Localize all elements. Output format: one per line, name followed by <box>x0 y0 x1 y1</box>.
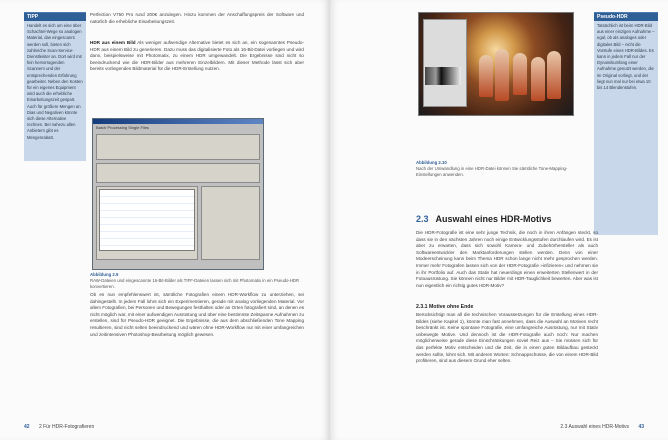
caption-label: Abbildung 2.10 <box>416 160 447 165</box>
histogram-panel <box>423 19 467 107</box>
section-number: 2.3 <box>416 214 429 224</box>
body-text: Die HDR-Fotografie ist eine sehr junge Technik, die noch in ihren Anfängen steckt, so dass sie in den nächsten Jahren noch einige Entwicklungsstufen durchlaufen wird. Es ist aber zu erwarten, dass sich sowohl Kamera- und Zubehörhersteller als auch Softwareentwickler den Marktanforderungen stellen werden. Denn von einer Modeerscheinung kann beim Thema HDR schon lange nicht mehr gesprochen werden. Immer mehr Fotografen lassen sich von der HDR-Fotografie »infizieren« und nehmen sie in ihr Portfolio auf. Auch das Stativ hat neuerdings einen erweiterten Stellenwert in der Fotoausrüstung. Sie können nicht nur Bilder mit HDR-Tauglichkeit bewerten. Aber was ist nun eigentlich ein richtig gutes HDR-Motiv? <box>416 230 598 288</box>
dialog-title: Batch Processing Single Files <box>96 125 149 130</box>
inline-heading: HDR aus einem Bild <box>90 40 136 45</box>
screenshot-hdr-photo <box>418 12 574 116</box>
tip-heading: TIPP <box>24 13 86 21</box>
tip-text: Handelt es sich um eine über Schachtel-Wege so analogen Material, das eingescannt werden soll, bieten sich zahlreiche Scan-Service-Dienstleister an. Dort wird mit fein hervorragenden Scannern und der entsprechenden Erfahrung gearbeitet. Neben den Kosten für ein eigenes Equipment wird auch die erhebliche Einarbeitungszeit gespart. Auch für größere Mengen an Dias und Negativen könnte sich diese Alternative rechnen. Bei nahezu allen Anbietern gibt es Mengenrabatt. <box>27 23 83 140</box>
tip-text: Tatsächlich ist beim HDR-Bild aus einer einzigen Aufnahme – egal, ob als analoges oder digitales Bild – nicht die Vorstufe eines HDR-Bildes. Es kann in jedem Fall nur der Dynamikumfang einer Aufnahme genutzt werden, die im Original vorliegt, und der liegt nun mal nur bei etwa 10 bis 14 Blendenstufen. <box>597 23 655 91</box>
figure <box>479 55 493 97</box>
chapter-title: 2.3 Auswahl eines HDR-Motivs <box>560 424 630 430</box>
figure <box>531 57 545 101</box>
tip-box-pseudo-hdr <box>594 12 658 235</box>
left-page <box>0 0 330 440</box>
caption-text: Nach der Umwandlung in eine HDR-Datei können Sie sämtliche Tone-Mapping-Einstellungen anwenden. <box>416 165 568 177</box>
caption-text: RAW-Dateien und eingescannte 16-Bit-Bilder als TIFF-Dateien lassen sich mit Photomatix in ein Pseudo-HDR konvertieren. <box>90 277 300 289</box>
file-list-panel <box>96 186 198 260</box>
dialog-settings-panel <box>96 163 260 183</box>
histogram <box>425 67 461 85</box>
figure <box>547 51 561 99</box>
page-footer <box>24 424 94 430</box>
tip-box <box>24 12 86 161</box>
chapter-title: 2 Für HDR-Fotografieren <box>38 424 95 430</box>
body-text-top: Perfection V750 Pro rund 200€ anzulegen. Hinzu kommen der Anschaffungspreis der Software und natürlich die erhebliche Einarbeitungszeit. <box>90 12 304 24</box>
inline-body: Als weniger aufwendige Alternative bietet es sich an, ein sogenanntes Pseudo-HDR aus einem Bild zu generieren. Dazu muss das digitalisierte Foto als 16-Bit-Datei vorliegen und wird dann, beispielsweise mit Photomatix, zu einem HDR umgewandelt. Die Ergebnisse sind nicht so beeindruckend wie die HDR-Bilder aus mehreren Einzelbildern. Mit dieser Methode lässt sich aber bereits vorliegendes Bildmaterial für die HDR-Erstellung nutzen. <box>90 40 304 72</box>
caption-2-10 <box>416 160 586 177</box>
figure <box>495 49 509 101</box>
page-number: 42 <box>24 424 30 430</box>
section-heading <box>416 214 559 224</box>
tip-heading: Pseudo-HDR <box>594 13 658 21</box>
right-page <box>330 0 668 440</box>
caption-label: Abbildung 2.9 <box>90 272 119 277</box>
screenshot-dialog <box>92 118 264 270</box>
page-footer <box>560 424 644 430</box>
section-title: Auswahl eines HDR-Motivs <box>435 214 552 224</box>
caption-2-9 <box>90 272 304 289</box>
figure <box>513 53 527 95</box>
file-list[interactable] <box>99 189 195 251</box>
output-panel <box>201 186 260 260</box>
page-number: 43 <box>638 424 644 430</box>
body-text-2: Berücksichtigt man all die technischen Voraussetzungen für die Erstellung eines HDR-Bildes (siehe Kapitel 1), könnte man fast annehmen, dass die Auswahl an Motiven recht beschränkt ist. Keine spontane Fotografie, eine umfangreiche Ausrüstung, nur mit Stativ unbewegte Motive. Und dennoch ist die HDR-Fotografie auch noch: Nur machen möglicherweise gerade diese Einschränkungen soviel Reiz aus – Sie müssen sich für das perfekte Motiv entscheiden und die Zeit, die in einen guten Bildaufbau gesteckt werden sollte, lohnt sich. Mit anderen Worten: Schnappschüsse, die von einem HDR-Bild profitieren, sind aus diesem Grund eher selten. <box>416 312 598 364</box>
subsection-heading: 2.3.1 Motive ohne Ende <box>416 304 474 310</box>
dialog-options-panel <box>96 134 260 160</box>
body-text-bottom: Ob es nun empfehlenswert ist, sämtliche Fotografien einem HDR-Workflow zu unterziehen, sei dahingestellt. In jedem Fall lohnt sich ein Experimentieren, gerade mit analog vorliegenden Material. Vor allem Fotografien, bei Personen und Bewegungen festhalten oder an Orten fotografiert sind, an denen es nicht möglich war, mit einer aufwendigen Ausrüstung und über eine bestimmte Zeitspanne Aufnahmen zu erstellen, sind für Pseudo-HDR geeignet. Die Ergebnisse, die aus dem abschließenden Tone Mapping resultieren, sind nicht selten beeindruckend und wären ohne HDR-Workflow nur mit einer umfangreichen und zeitintensiven Photoshop-Bearbeitung möglich gewesen. <box>90 292 304 337</box>
body-text-hdr-from-single <box>90 40 304 73</box>
